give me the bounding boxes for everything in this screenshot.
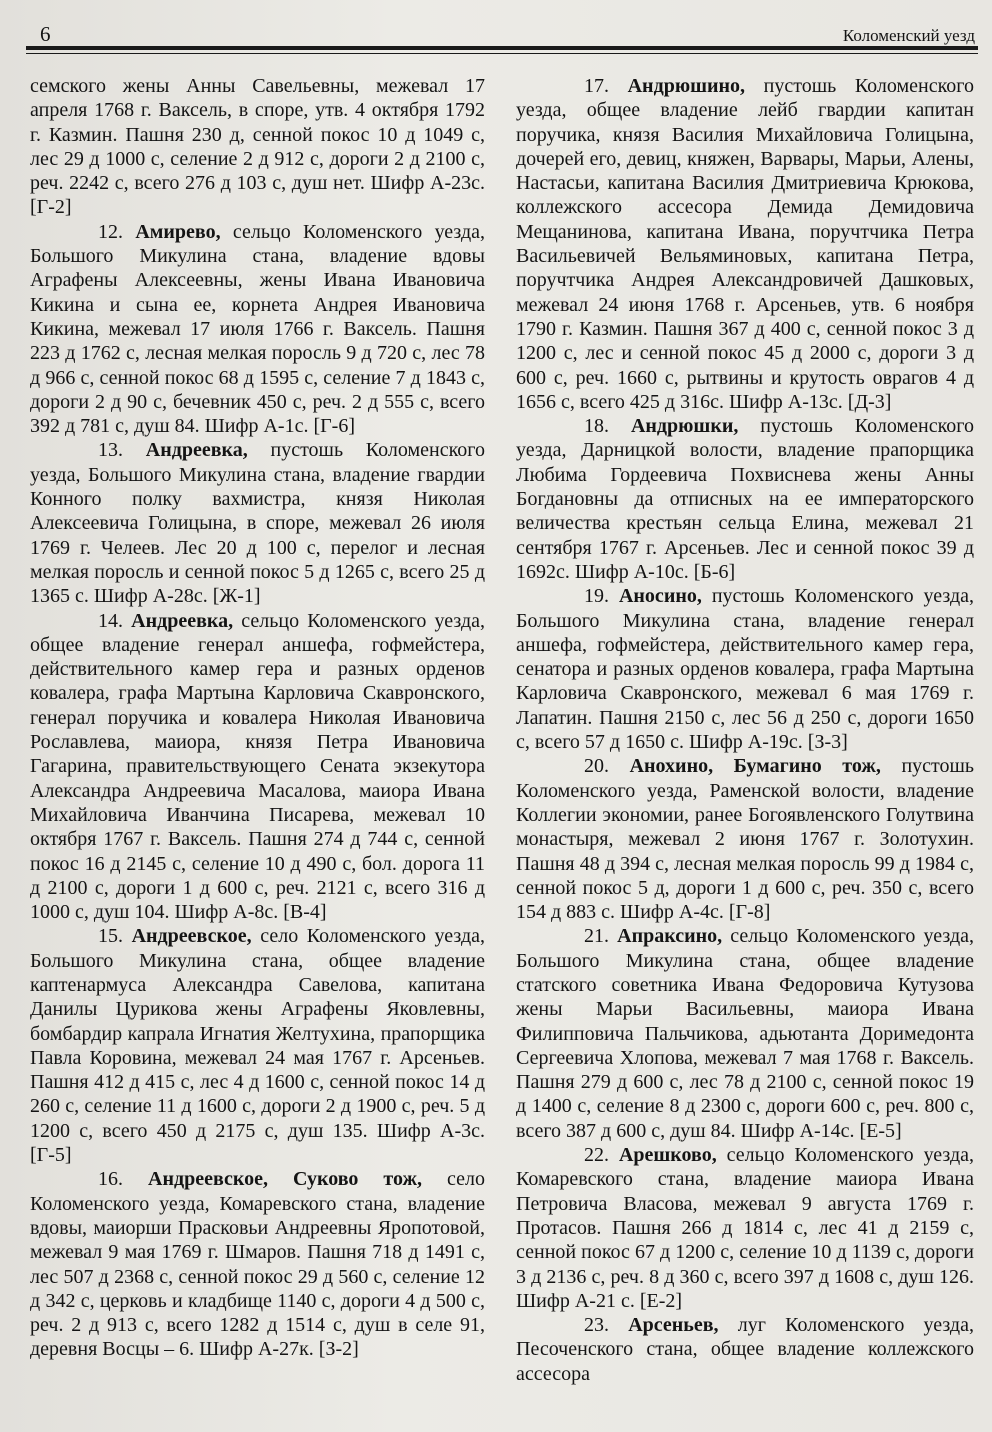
entry-text: сельцо Коломенского уезда, Комаревского стана, владение маиора Ивана Петровича Власова, межевал 9 августа 1769 г. Протасов. Пашня 266 д 1814 с, лес 41 д 2159 с, сенной покос 67 д 1200 с, селение 10 д 1139 с, дороги 3 д 2136 с, реч. 8 д 360 с, всего 397 д 1608 с, душ 126. Шифр А-21 с. [Е-2] <box>516 1144 975 1312</box>
entry-text: сельцо Коломенского уезда, общее владение генерал аншефа, гофмейстера, действительного камер гера и разных орденов ковалера, графа Мартына Карловича Скавронского, генерал поручика и ковалера Николая Ивановича Рославлева, маиора, князя Петра Ивановича Гагарина, правительствующего Сената экзекутора Александра Андреевича Масалова, маиора Ивана Михайловича Иванчина Писарева, межевал 10 октября 1767 г. Ваксель. Пашня 274 д 744 с, сенной покос 16 д 2145 с, селение 10 д 490 с, бол. дорога 11 д 2100 с, дороги 1 д 600 с, реч. 2121 с, всего 316 д 1000 с, душ 104. Шифр А-8с. [В-4] <box>30 609 485 924</box>
entry-name: Андреевское, <box>131 925 252 948</box>
right-column <box>516 74 974 1386</box>
entry-name: Андреевка, <box>131 609 234 632</box>
entry <box>30 924 485 1167</box>
entry-number: 17. <box>584 75 609 97</box>
entry-number: 13. <box>98 439 123 462</box>
entry-name: Андреевка, <box>145 439 248 462</box>
entry <box>516 924 974 1143</box>
entry <box>516 414 974 584</box>
entry <box>516 74 974 414</box>
entry-name: Арсеньев, <box>628 1314 719 1337</box>
entry-name: Андрюшино, <box>627 75 746 97</box>
entry <box>516 754 974 924</box>
entry <box>30 1167 485 1361</box>
entry-text: пустошь Коломенского уезда, Большого Микулина стана, владение гвардии Конного полку вахмистра, князя Николая Алексеевича Голицына, в споре, межевал 26 июля 1769 г. Челеев. Лес 20 д 100 с, перелог и лесная мелкая поросль и сенной покос 5 д 1265 с, всего 25 д 1365 с. Шифр А-28с. [Ж-1] <box>30 439 486 608</box>
left-column <box>30 74 485 1362</box>
entry <box>516 1143 974 1313</box>
entry <box>30 609 485 925</box>
entry <box>30 438 485 608</box>
entry-name: Андреевское, Суково тож, <box>148 1168 422 1191</box>
entry-number: 22. <box>584 1144 609 1167</box>
entry <box>516 1313 974 1386</box>
entry-number: 18. <box>584 415 609 438</box>
entry-number: 21. <box>584 925 609 948</box>
entry-text: сельцо Коломенского уезда, Большого Микулина стана, владение вдовы Аграфены Алексеевны, жены Ивана Ивановича Кикина и сына ее, корнета Андрея Ивановича Кикина, межевал 17 июля 1766 г. Ваксель. Пашня 223 д 1762 с, лесная мелкая поросль 9 д 720 с, лес 78 д 966 с, сенной покос 68 д 1595 с, селение 7 д 1843 с, дороги 2 д 90 с, бечевник 450 с, реч. 2 д 555 с, всего 392 д 781 с, душ 84. Шифр А-1с. [Г-6] <box>30 220 486 438</box>
running-title: Коломенский уезд <box>842 26 975 45</box>
entry-number: 15. <box>98 925 123 948</box>
header-rule-thin <box>26 53 978 54</box>
entry-text: луг Коломенского уезда, Песоченского стана, общее владение коллежского ассесора <box>516 1314 974 1385</box>
entry <box>30 74 485 220</box>
entry-name: Апраксино, <box>617 925 723 948</box>
page-header <box>40 20 975 48</box>
entry-text: село Коломенского уезда, Большого Микулина стана, общее владение каптенармуса Александра Савелова, капитана Данилы Цурикова жены Аграфены Яковлевны, бомбардир капрала Игнатия Желтухина, прапорщика Павла Коровина, межевал 24 мая 1767 г. Арсеньев. Пашня 412 д 415 с, лес 4 д 1600 с, сенной покос 14 д 260 с, селение 11 д 1600 с, дороги 2 д 1900 с, реч. 5 д 1200 с, всего 450 д 2175 с, душ 135. Шифр А-3с. [Г-5] <box>30 925 486 1167</box>
entry-number: 16. <box>98 1168 123 1191</box>
entry-name: Аносино, <box>618 585 702 608</box>
entry-number: 20. <box>584 755 609 778</box>
entry-name: Арешково, <box>618 1144 717 1167</box>
entry-number: 19. <box>584 585 609 608</box>
entry-text: пустошь Коломенского уезда, Раменской волости, владение Коллегии экономии, ранее Богоявленского Голутвина монастыря, межевал 2 июня 1767 г. Золотухин. Пашня 48 д 394 с, лесная мелкая поросль 99 д 1984 с, сенной покос 5 д, дороги 1 д 600 с, реч. 350 с, всего 154 д 883 с. Шифр А-4с. [Г-8] <box>516 755 975 924</box>
entry-number: 14. <box>98 609 123 632</box>
entry <box>30 220 485 439</box>
entry-text: пустошь Коломенского уезда, общее владение лейб гвардии капитан поручика, князя Василия Михайловича Голицына, дочерей его, девиц, княжен, Варвары, Марьи, Алены, Настасьи, капитана Василия Дмитриевича Крюкова, коллежского ассесора Демида Демидовича Мещанинова, капитана Ивана, поручтчика Петра Васильевичей Вельяминовых, капитана Петра, поручтчика Андрея Александровичей Дашковых, межевал 24 июня 1768 г. Арсеньев, утв. 6 ноября 1790 г. Казмин. Пашня 367 д 400 с, сенной покос 3 д 1200 с, лес и сенной покос 45 д 2000 с, дороги 3 д 600 с, реч. 1660 с, рытвины и крутость оврагов 4 д 1656 с, всего 425 д 316с. Шифр А-13с. [Д-3] <box>516 75 975 413</box>
entry-text: сельцо Коломенского уезда, Большого Микулина стана, общее владение статского советника Ивана Федоровича Кутузова жены Марьи Васильевны, маиора Ивана Филипповича Пальчикова, адьютанта Доримедонта Сергеевича Хлопова, межевал 7 мая 1768 г. Ваксель. Пашня 279 д 600 с, лес 78 д 2100 с, сенной покос 19 д 1400 с, селение 8 д 2300 с, дороги 600 с, реч. 800 с, всего 387 д 600 с, душ 84. Шифр А-14с. [Е-5] <box>516 925 974 1142</box>
entry-text: село Коломенского уезда, Комаревского стана, владение вдовы, маиорши Прасковьи Андреевны Яропотовой, межевал 9 мая 1769 г. Шмаров. Пашня 718 д 1491 с, лес 507 д 2368 с, сенной покос 29 д 560 с, селение 12 д 342 с, церковь и кладбище 1140 с, дороги 4 д 500 с, реч. 2 д 913 с, всего 1282 д 1514 с, душ в селе 91, деревня Восцы – 6. Шифр А-27к. [З-2] <box>30 1168 485 1361</box>
entry-number: 12. <box>98 220 123 243</box>
entry-name: Анохино, Бумагино тож, <box>629 755 881 778</box>
header-rule-thick <box>26 46 978 50</box>
entry-text: семского жены Анны Савельевны, межевал 17 апреля 1768 г. Ваксель, в споре, утв. 4 октября 1792 г. Казмин. Пашня 230 д, сенной покос 10 д 1049 с, лес 29 д 1000 с, селение 2 д 912 с, дороги 2 д 2100 с, реч. 2242 с, всего 276 д 103 с, душ нет. Шифр А-23с. [Г-2] <box>30 75 485 219</box>
entry <box>516 584 974 754</box>
page-number: 6 <box>40 22 51 46</box>
entry-name: Амирево, <box>135 220 221 243</box>
entry-text: пустошь Коломенского уезда, Большого Микулина стана, владение генерал аншефа, гофмейстера, действительного камер гера, сенатора и разных орденов ковалера, графа Мартына Карловича Скавронского, межевал 6 мая 1769 г. Лапатин. Пашня 2150 с, лес 56 д 250 с, дороги 1650 с, всего 57 д 1650 с. Шифр А-19с. [З-3] <box>516 585 974 754</box>
entry-number: 23. <box>584 1314 609 1337</box>
entry-name: Андрюшки, <box>630 415 739 438</box>
entry-text: пустошь Коломенского уезда, Дарницкой волости, владение прапорщика Любима Гордеевича Похвиснева жены Анны Богдановны да отписных на ее императорского величества крестьян сельца Елина, межевал 21 сентября 1767 г. Арсеньев. Лес и сенной покос 39 д 1692с. Шифр А-10с. [Б-6] <box>516 415 975 583</box>
